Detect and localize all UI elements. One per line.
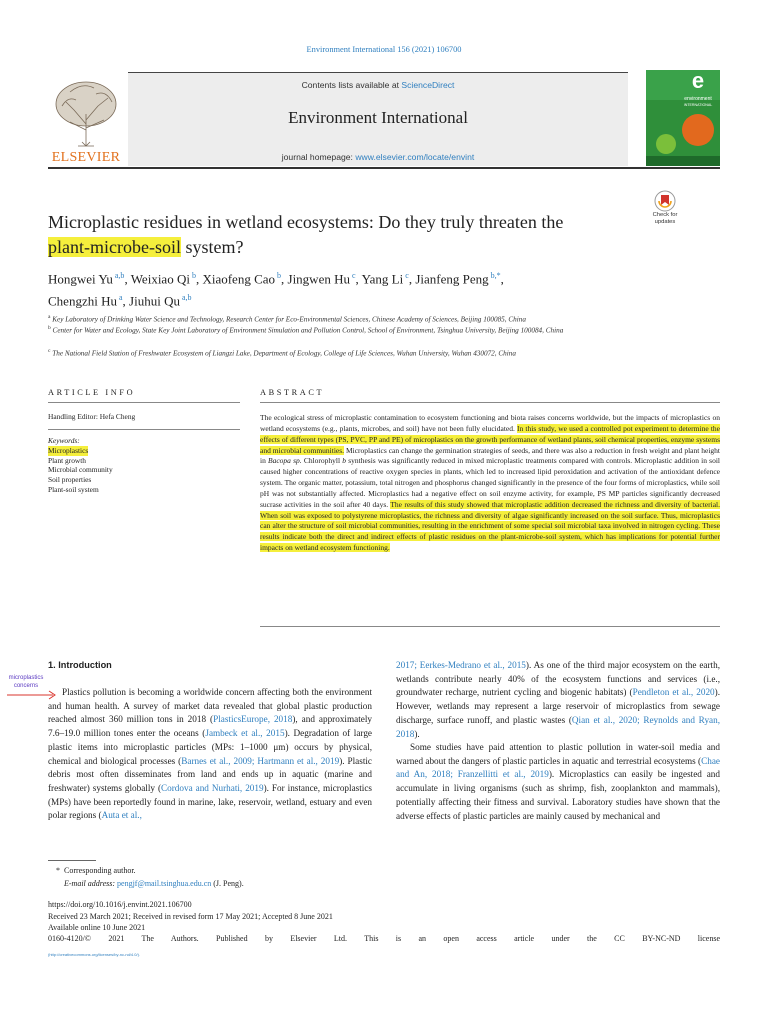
intro-right-column-p1 — [396, 659, 720, 741]
author-separator: , — [122, 293, 130, 309]
contents-line — [128, 80, 628, 90]
author-name[interactable]: Chengzhi Hu — [48, 293, 117, 309]
keywords-list — [48, 446, 113, 495]
copyright-line: 0160-4120/© 2021 The Authors. Published by Elsevier Ltd. This is an open access article under the CC BY-NC-ND license — [48, 934, 720, 943]
journal-cover-image — [646, 70, 720, 166]
author-separator: , — [281, 271, 288, 287]
received-dates: Received 23 March 2021; Received in revised form 17 May 2021; Accepted 8 June 2021 — [48, 912, 333, 921]
author-separator: , — [124, 271, 131, 287]
keyword-item: Microbial community — [48, 465, 113, 475]
citation-link[interactable]: 2017; Eerkes-Medrano et al., 2015 — [396, 660, 526, 670]
info-rule-mid — [48, 429, 240, 430]
author-affiliation-mark[interactable]: b — [275, 271, 282, 280]
keyword-item: Plant growth — [48, 455, 86, 465]
affiliation-b: $^b$ Center for Water and Ecology, State Key Joint Laboratory of Environment Simulation and Pollution Control, School of Environment, Tsinghua University, Beijing 100084, China — [48, 325, 564, 335]
author-name[interactable]: Weixiao Qi — [130, 271, 190, 287]
abstract-highlight-2: The results of this study showed that microplastic addition decreased the richness and diversity of bacterial. When soil was exposed to polystyrene microplastics, the richness and diversity of algae significantly increased on the soil surface. Thus, microplastics can alter the structure of soil microbial communities, resulting in the enrichment of some special soil microbial taxa involved in nitrogen cycling. These results indicate both the direct and indirect effects of plastic residues on the plant-microbe-soil system, which has implications for potential further impacts on wetland ecosystem functioning. — [260, 499, 720, 553]
body-text: Some studies have paid attention to plastic pollution in water-soil media and warned about the dangers of plastic particles in aquatic and terrestrial ecosystems ( — [396, 742, 720, 766]
citation-link[interactable]: Qian et al., 2020; Reynolds and Ryan, 2018 — [396, 714, 720, 739]
license-link[interactable]: (http://creativecommons.org/licenses/by-nc-nd/4.0/). — [48, 952, 141, 957]
journal-title: Environment International — [288, 108, 468, 127]
citation-link[interactable]: Chae and An, 2018; Franzellitti et al., 2019 — [396, 755, 720, 780]
keyword-item: Plant-soil system — [48, 484, 99, 494]
header-rule — [48, 167, 720, 169]
abstract-body: The ecological stress of microplastic contamination to ecosystem functioning and biota raises concerns worldwide, but the impacts of microplastics on wetland ecosystems (e.g., plants, microbes, and soil) have not been fully elucidated. In this study, we used a controlled pot experiment to determine the effects of different types (PS, PVC, PP and PE) of microplastics on the growth performance of wetland plants, soil chemical properties, enzyme systems and microbial communities. Microplastics can change the germination strategies of seeds, and there was also a reduction in fresh weight and plant height in Bacopa sp. Chlorophyll b synthesis was significantly reduced in mixed microplastic treatments compared with controls. Microplastic addition in soil caused higher concentrations of reactive oxygen species in plants, which led to increased lipid peroxidation and activation of the antioxidant defence system. The organic matter, potassium, total nitrogen and phosphorus changed significantly in the presence of the four forms of microplastics, while soil pH was not substantially affected. Microplastics had a negative effect on soil enzyme activity, for example, PS MP particles significantly decreased sucrase activities in the soil after 40 days. The results of this study showed that microplastic addition decreased the richness and diversity of bacterial. When soil was exposed to polystyrene microplastics, the richness and diversity of algae significantly increased on the soil surface. Thus, microplastics can alter the structure of soil microbial communities, resulting in the enrichment of some special soil microbial taxa involved in nitrogen cycling. These results indicate both the direct and indirect effects of plastic residues on the plant-microbe-soil system, which has implications for potential further impacts on wetland ecosystem functioning. — [260, 413, 720, 553]
handling-editor: Handling Editor: Hefa Cheng — [48, 412, 136, 421]
affiliation-c: $^c$ The National Field Station of Freshwater Ecosystem of Liangzi Lake, Department of Ecology, College of Life Sciences, Wuhan University, Wuhan 430072, China — [48, 348, 516, 358]
author-affiliation-mark[interactable]: a,b — [179, 293, 192, 303]
intro-right-column-p2 — [396, 741, 720, 823]
author-affiliation-mark[interactable]: c — [403, 271, 409, 280]
body-text: ). Plastic debris most often disseminates from land and ends up in aquatic (marine and freshwater) systems globally ( — [48, 755, 372, 793]
online-date: Available online 10 June 2021 — [48, 923, 146, 932]
homepage-prefix: journal homepage: — [281, 152, 356, 162]
publisher-wordmark: ELSEVIER — [51, 150, 121, 165]
body-text: ). For instance, microplastics (MPs) have been reportedly found in marine, lake, reservoir, wetland, estuary and even polar regions ( — [48, 782, 372, 821]
svg-text:e: e — [691, 70, 705, 93]
margin-annotation: microplastics concerns — [8, 675, 44, 689]
intro-left-column — [48, 686, 372, 823]
author-affiliation-mark[interactable]: a,b — [112, 271, 125, 280]
contents-prefix: Contents lists available at — [301, 80, 402, 90]
body-text: Plastics pollution is becoming a worldwide concern affecting both the environment and human health. A survey of market data revealed that global plastic production reached almost 360 million tons in 2018 ( — [48, 687, 372, 725]
author-separator: , — [500, 271, 504, 287]
keyword-item: Microplastics — [48, 446, 89, 455]
footnote-rule — [48, 860, 96, 861]
title-part2: system? — [180, 237, 244, 257]
email-line: E-mail address: pengjf@mail.tsinghua.edu.cn (J. Peng). — [64, 879, 244, 888]
author-separator: , — [408, 271, 416, 287]
body-text: ). Degradation of large plastic items into microplastic particles (MPs: 1–1000 μm) occurs by physical, chemical and biological processes ( — [48, 728, 372, 766]
author-separator: , — [355, 271, 362, 287]
citation-link[interactable]: Pendleton et al., 2020 — [632, 687, 715, 698]
author-name[interactable]: Jingwen Hu — [287, 271, 350, 287]
sciencedirect-link[interactable]: ScienceDirect — [401, 80, 455, 90]
asterisk-mark: * — [56, 866, 60, 875]
cover-text-2: INTERNATIONAL — [683, 103, 713, 107]
author-name[interactable]: Jianfeng Peng — [415, 271, 489, 287]
article-title — [48, 210, 638, 260]
author-separator: , — [195, 271, 203, 287]
body-text: ), and approximately 7.6–19.0 million tones enter the oceans ( — [48, 714, 372, 739]
title-part1: Microplastic residues in wetland ecosystems: Do they truly threaten the — [48, 212, 564, 232]
homepage-line — [128, 152, 628, 162]
citation-link[interactable]: Auta et al., — [101, 810, 142, 821]
corresponding-note: * Corresponding author. — [56, 866, 136, 875]
check-for-updates-label[interactable] — [640, 212, 690, 225]
citation-link[interactable]: PlasticsEurope, 2018 — [213, 714, 293, 725]
abstract-heading: ABSTRACT — [260, 388, 325, 397]
abstract-rule-bottom — [260, 626, 720, 627]
author-affiliation-mark[interactable]: b,* — [488, 271, 501, 280]
body-text: ). — [414, 728, 420, 739]
author-name[interactable]: Jiuhui Qu — [129, 293, 180, 309]
article-info-heading: ARTICLE INFO — [48, 388, 136, 397]
abstract-rule-top — [260, 402, 720, 403]
cover-text-1: environment — [684, 96, 712, 102]
homepage-link[interactable]: www.elsevier.com/locate/envint — [355, 152, 475, 162]
email-link[interactable]: pengjf@mail.tsinghua.edu.cn — [117, 879, 212, 888]
keywords-label: Keywords: — [48, 436, 80, 445]
body-text: ). Microplastics can easily be ingested and accumulate in living organisms (such as shrimp, fish, zooplankton and mammals), potentially affecting their fitness and survival. Laboratory studies have shown that the adverse effects of plastic particles are mainly caused by mechanical and — [396, 769, 720, 821]
title-highlight: plant-microbe-soil — [48, 237, 181, 257]
author-affiliation-mark[interactable]: b — [189, 271, 196, 280]
journal-reference[interactable]: Environment International 156 (2021) 106700 — [306, 45, 462, 54]
section-heading-introduction: 1. Introduction — [48, 660, 112, 670]
author-name[interactable]: Hongwei Yu — [48, 271, 113, 287]
check-for-updates-icon[interactable] — [650, 190, 680, 212]
citation-link[interactable]: Jambeck et al., 2015 — [205, 728, 285, 739]
affiliation-a: $^a$ Key Laboratory of Drinking Water Science and Technology, Research Center for Eco-Environmental Sciences, Chinese Academy of Sciences, Beijing 100085, China — [48, 314, 526, 324]
check-label-line2: updates — [654, 218, 676, 225]
doi-link[interactable]: https://doi.org/10.1016/j.envint.2021.106700 — [48, 900, 192, 909]
author-name[interactable]: Xiaofeng Cao — [202, 271, 276, 287]
body-text: ). As one of the third major ecosystem on the earth, wetlands contribute nearly 40% of the ecosystem functions and services (i.e., groundwater recharge, nutrient cycling and biogenic habitats) ( — [396, 660, 720, 698]
citation-link[interactable]: Barnes et al., 2009; Hartmann et al., 2019 — [181, 755, 340, 766]
keyword-item: Soil properties — [48, 475, 92, 485]
author-affiliation-mark[interactable]: a — [116, 293, 123, 303]
abstract-highlight-1: In this study, we used a controlled pot experiment to determine the effects of different types (PS, PVC, PP and PE) of microplastics on the growth performance of wetland plants, soil chemical properties, enzyme systems and microbial communities. — [260, 423, 720, 455]
check-label-line1: Check for — [652, 212, 678, 218]
citation-link[interactable]: Cordova and Nurhati, 2019 — [161, 782, 264, 793]
author-list — [48, 266, 648, 311]
body-text: ). However, wetlands may represent a large reservoir of microplastics from sewage discharge, surface runoff, and plastic wastes ( — [396, 687, 720, 725]
author-affiliation-mark[interactable]: c — [349, 271, 356, 280]
author-name[interactable]: Yang Li — [361, 271, 404, 287]
info-rule-top — [48, 402, 240, 403]
